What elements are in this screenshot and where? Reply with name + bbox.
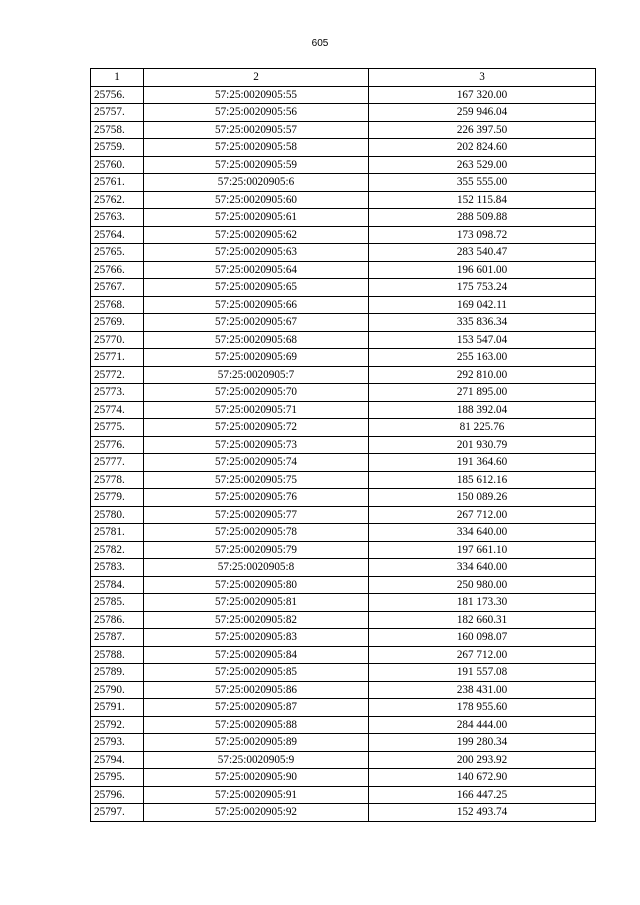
header-row — [91, 69, 596, 87]
cadastral-value-cell: 271 895.00 — [369, 384, 596, 402]
cadastral-value-cell: 283 540.47 — [369, 244, 596, 262]
cadastral-number-cell: 57:25:0020905:80 — [144, 576, 369, 594]
cadastral-number-cell: 57:25:0020905:78 — [144, 524, 369, 542]
row-number-cell: 25762. — [91, 191, 144, 209]
cadastral-value-cell: 263 529.00 — [369, 156, 596, 174]
table-row — [91, 104, 596, 122]
cadastral-value-table — [90, 68, 596, 822]
cadastral-value-cell: 259 946.04 — [369, 104, 596, 122]
table-row — [91, 524, 596, 542]
row-number-cell: 25772. — [91, 366, 144, 384]
table-row — [91, 191, 596, 209]
table-row — [91, 384, 596, 402]
cadastral-value-cell: 167 320.00 — [369, 86, 596, 104]
cadastral-value-cell: 160 098.07 — [369, 629, 596, 647]
cadastral-number-cell: 57:25:0020905:59 — [144, 156, 369, 174]
cadastral-value-cell: 284 444.00 — [369, 716, 596, 734]
row-number-cell: 25765. — [91, 244, 144, 262]
row-number-cell: 25795. — [91, 769, 144, 787]
cadastral-value-cell: 169 042.11 — [369, 296, 596, 314]
row-number-cell: 25768. — [91, 296, 144, 314]
row-number-cell: 25792. — [91, 716, 144, 734]
cadastral-value-cell: 292 810.00 — [369, 366, 596, 384]
row-number-cell: 25785. — [91, 594, 144, 612]
cadastral-number-cell: 57:25:0020905:64 — [144, 261, 369, 279]
table-row — [91, 244, 596, 262]
row-number-cell: 25793. — [91, 734, 144, 752]
table-row — [91, 471, 596, 489]
table-row — [91, 786, 596, 804]
cadastral-value-cell: 191 557.08 — [369, 664, 596, 682]
row-number-cell: 25778. — [91, 471, 144, 489]
page-number: 605 — [311, 38, 329, 49]
row-number-cell: 25756. — [91, 86, 144, 104]
table-row — [91, 174, 596, 192]
cadastral-number-cell: 57:25:0020905:75 — [144, 471, 369, 489]
cadastral-number-cell: 57:25:0020905:87 — [144, 699, 369, 717]
cadastral-number-cell: 57:25:0020905:81 — [144, 594, 369, 612]
row-number-cell: 25757. — [91, 104, 144, 122]
cadastral-value-cell: 238 431.00 — [369, 681, 596, 699]
cadastral-value-cell: 173 098.72 — [369, 226, 596, 244]
cadastral-number-cell: 57:25:0020905:88 — [144, 716, 369, 734]
row-number-cell: 25758. — [91, 121, 144, 139]
cadastral-number-cell: 57:25:0020905:74 — [144, 454, 369, 472]
cadastral-number-cell: 57:25:0020905:83 — [144, 629, 369, 647]
cadastral-number-cell: 57:25:0020905:7 — [144, 366, 369, 384]
table-row — [91, 489, 596, 507]
table-body — [91, 86, 596, 821]
row-number-cell: 25791. — [91, 699, 144, 717]
row-number-cell: 25784. — [91, 576, 144, 594]
table-row — [91, 139, 596, 157]
table-row — [91, 576, 596, 594]
row-number-cell: 25787. — [91, 629, 144, 647]
cadastral-value-cell: 152 115.84 — [369, 191, 596, 209]
table-row — [91, 734, 596, 752]
row-number-cell: 25769. — [91, 314, 144, 332]
table-row — [91, 629, 596, 647]
table-row — [91, 681, 596, 699]
cadastral-number-cell: 57:25:0020905:77 — [144, 506, 369, 524]
cadastral-value-cell: 197 661.10 — [369, 541, 596, 559]
row-number-cell: 25797. — [91, 804, 144, 822]
row-number-cell: 25789. — [91, 664, 144, 682]
table-row — [91, 86, 596, 104]
table-row — [91, 699, 596, 717]
row-number-cell: 25774. — [91, 401, 144, 419]
cadastral-value-cell: 150 089.26 — [369, 489, 596, 507]
column-header-number: 1 — [91, 69, 144, 87]
cadastral-value-cell: 182 660.31 — [369, 611, 596, 629]
cadastral-number-cell: 57:25:0020905:58 — [144, 139, 369, 157]
cadastral-number-cell: 57:25:0020905:79 — [144, 541, 369, 559]
cadastral-value-cell: 334 640.00 — [369, 559, 596, 577]
table-row — [91, 314, 596, 332]
cadastral-number-cell: 57:25:0020905:63 — [144, 244, 369, 262]
row-number-cell: 25759. — [91, 139, 144, 157]
cadastral-number-cell: 57:25:0020905:57 — [144, 121, 369, 139]
row-number-cell: 25775. — [91, 419, 144, 437]
cadastral-number-cell: 57:25:0020905:66 — [144, 296, 369, 314]
table-row — [91, 226, 596, 244]
cadastral-number-cell: 57:25:0020905:60 — [144, 191, 369, 209]
cadastral-value-cell: 178 955.60 — [369, 699, 596, 717]
cadastral-value-cell: 175 753.24 — [369, 279, 596, 297]
table-row — [91, 769, 596, 787]
row-number-cell: 25780. — [91, 506, 144, 524]
row-number-cell: 25771. — [91, 349, 144, 367]
table-row — [91, 156, 596, 174]
table-row — [91, 349, 596, 367]
row-number-cell: 25764. — [91, 226, 144, 244]
cadastral-number-cell: 57:25:0020905:61 — [144, 209, 369, 227]
cadastral-value-cell: 200 293.92 — [369, 751, 596, 769]
cadastral-value-cell: 152 493.74 — [369, 804, 596, 822]
table-row — [91, 646, 596, 664]
column-header-cadastral-value: 3 — [369, 69, 596, 87]
cadastral-number-cell: 57:25:0020905:6 — [144, 174, 369, 192]
cadastral-value-cell: 188 392.04 — [369, 401, 596, 419]
row-number-cell: 25779. — [91, 489, 144, 507]
table-row — [91, 296, 596, 314]
cadastral-value-cell: 355 555.00 — [369, 174, 596, 192]
cadastral-value-cell: 267 712.00 — [369, 506, 596, 524]
cadastral-number-cell: 57:25:0020905:70 — [144, 384, 369, 402]
table-row — [91, 804, 596, 822]
table-row — [91, 121, 596, 139]
row-number-cell: 25777. — [91, 454, 144, 472]
table-row — [91, 209, 596, 227]
row-number-cell: 25767. — [91, 279, 144, 297]
cadastral-number-cell: 57:25:0020905:91 — [144, 786, 369, 804]
cadastral-value-cell: 185 612.16 — [369, 471, 596, 489]
table-row — [91, 454, 596, 472]
cadastral-value-cell: 288 509.88 — [369, 209, 596, 227]
cadastral-number-cell: 57:25:0020905:72 — [144, 419, 369, 437]
row-number-cell: 25782. — [91, 541, 144, 559]
cadastral-value-cell: 267 712.00 — [369, 646, 596, 664]
cadastral-number-cell: 57:25:0020905:85 — [144, 664, 369, 682]
row-number-cell: 25770. — [91, 331, 144, 349]
cadastral-value-cell: 226 397.50 — [369, 121, 596, 139]
table-row — [91, 419, 596, 437]
row-number-cell: 25773. — [91, 384, 144, 402]
table-row — [91, 541, 596, 559]
table-row — [91, 611, 596, 629]
cadastral-number-cell: 57:25:0020905:56 — [144, 104, 369, 122]
table-row — [91, 401, 596, 419]
cadastral-number-cell: 57:25:0020905:65 — [144, 279, 369, 297]
row-number-cell: 25761. — [91, 174, 144, 192]
cadastral-number-cell: 57:25:0020905:71 — [144, 401, 369, 419]
cadastral-number-cell: 57:25:0020905:69 — [144, 349, 369, 367]
row-number-cell: 25790. — [91, 681, 144, 699]
cadastral-number-cell: 57:25:0020905:90 — [144, 769, 369, 787]
table-row — [91, 594, 596, 612]
cadastral-value-cell: 191 364.60 — [369, 454, 596, 472]
row-number-cell: 25788. — [91, 646, 144, 664]
table-row — [91, 664, 596, 682]
cadastral-number-cell: 57:25:0020905:73 — [144, 436, 369, 454]
table-row — [91, 331, 596, 349]
table-header — [91, 69, 596, 87]
cadastral-number-cell: 57:25:0020905:86 — [144, 681, 369, 699]
cadastral-value-cell: 181 173.30 — [369, 594, 596, 612]
row-number-cell: 25786. — [91, 611, 144, 629]
cadastral-number-cell: 57:25:0020905:68 — [144, 331, 369, 349]
cadastral-value-cell: 166 447.25 — [369, 786, 596, 804]
cadastral-number-cell: 57:25:0020905:82 — [144, 611, 369, 629]
cadastral-number-cell: 57:25:0020905:76 — [144, 489, 369, 507]
cadastral-value-cell: 335 836.34 — [369, 314, 596, 332]
table-row — [91, 366, 596, 384]
row-number-cell: 25766. — [91, 261, 144, 279]
cadastral-value-cell: 153 547.04 — [369, 331, 596, 349]
cadastral-value-cell: 199 280.34 — [369, 734, 596, 752]
row-number-cell: 25794. — [91, 751, 144, 769]
cadastral-value-cell: 81 225.76 — [369, 419, 596, 437]
cadastral-number-cell: 57:25:0020905:89 — [144, 734, 369, 752]
table-row — [91, 279, 596, 297]
cadastral-number-cell: 57:25:0020905:8 — [144, 559, 369, 577]
cadastral-number-cell: 57:25:0020905:92 — [144, 804, 369, 822]
row-number-cell: 25760. — [91, 156, 144, 174]
cadastral-number-cell: 57:25:0020905:67 — [144, 314, 369, 332]
table-row — [91, 716, 596, 734]
cadastral-value-cell: 255 163.00 — [369, 349, 596, 367]
cadastral-number-cell: 57:25:0020905:84 — [144, 646, 369, 664]
row-number-cell: 25796. — [91, 786, 144, 804]
row-number-cell: 25783. — [91, 559, 144, 577]
cadastral-value-cell: 140 672.90 — [369, 769, 596, 787]
table-row — [91, 559, 596, 577]
cadastral-number-cell: 57:25:0020905:55 — [144, 86, 369, 104]
cadastral-number-cell: 57:25:0020905:62 — [144, 226, 369, 244]
row-number-cell: 25781. — [91, 524, 144, 542]
table-row — [91, 261, 596, 279]
column-header-cadastral-number: 2 — [144, 69, 369, 87]
row-number-cell: 25763. — [91, 209, 144, 227]
table-row — [91, 436, 596, 454]
cadastral-value-cell: 196 601.00 — [369, 261, 596, 279]
cadastral-value-cell: 250 980.00 — [369, 576, 596, 594]
cadastral-value-cell: 334 640.00 — [369, 524, 596, 542]
table-row — [91, 506, 596, 524]
table-row — [91, 751, 596, 769]
row-number-cell: 25776. — [91, 436, 144, 454]
cadastral-number-cell: 57:25:0020905:9 — [144, 751, 369, 769]
cadastral-value-cell: 201 930.79 — [369, 436, 596, 454]
cadastral-value-cell: 202 824.60 — [369, 139, 596, 157]
